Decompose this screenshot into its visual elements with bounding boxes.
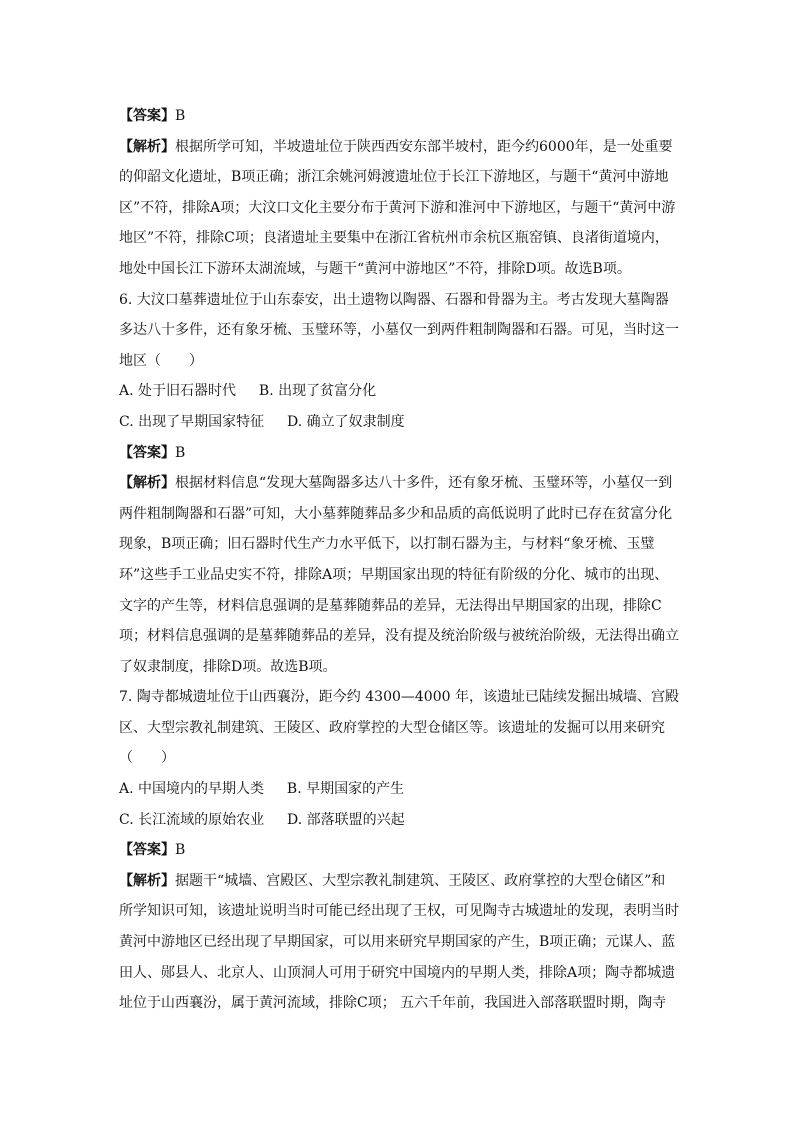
analysis-text: 据题干“城墙、宫殿区、大型宗教礼制建筑、王陵区、政府掌控的大型仓储区”和所学知识可知，该遗址说明当时可能已经出现了王权，可见陶寺古城遗址的发现，表明当时黄河中游地区已经出现了早期国家，可以用来研究早期国家的产生，B项正确；元谋人、蓝田人、郧县人、北京人、山顶洞人可用于研究中国境内的早期人类，排除A项；陶寺都城遗址位于山西襄汾，属于黄河流域，排除C项； 五六千年前，我国进入部落联盟时期，陶寺 (119, 872, 679, 1012)
q7-stem: 7. 陶寺都城遗址位于山西襄汾，距今约 4300—4000 年，该遗址已陆续发掘出城墙、宫殿区、大型宗教礼制建筑、王陵区、政府掌控的大型仓储区等。该遗址的发掘可以用来研究（ ） (119, 689, 679, 767)
answer-value: B (175, 842, 186, 859)
q6-analysis (119, 468, 679, 682)
analysis-text: 根据材料信息“发现大墓陶器多达八十多件，还有象牙梳、玉璧环等，小墓仅一到两件粗制陶器和石器”可知，大小墓葬随葬品多少和品质的高低说明了此时已存在贫富分化现象，B项正确；旧石器时代生产力水平低下，以打制石器为主，与材料“象牙梳、玉璧环”这些手工业品史实不符，排除A项；早期国家出现的特征有阶级的分化、城市的出现、文字的产生等，材料信息强调的是墓葬随葬品的差异，无法得出早期国家的出现，排除C项；材料信息强调的是墓葬随葬品的差异，没有提及统治阶级与被统治阶级，无法得出确立了奴隶制度，排除D项。故选B项。 (119, 475, 679, 675)
answer-tag: 【答案】 (119, 108, 175, 124)
q6-options-row-1: A. 处于旧石器时代 B. 出现了贫富分化 (119, 383, 377, 400)
q7-analysis (119, 866, 679, 1019)
answer-tag: 【答案】 (119, 444, 175, 461)
analysis-tag: 【解析】 (119, 138, 175, 155)
answer-value: B (175, 108, 186, 124)
answer-tag: 【答案】 (119, 842, 175, 859)
answer-value: B (175, 444, 186, 461)
q7-options-row-2: C. 长江流域的原始农业 D. 部落联盟的兴起 (119, 811, 405, 828)
document-body (119, 101, 679, 1019)
analysis-tag: 【解析】 (119, 872, 175, 889)
q5-analysis (119, 132, 679, 285)
analysis-tag: 【解析】 (119, 475, 175, 492)
q7-answer (119, 835, 679, 866)
q6-stem: 6. 大汶口墓葬遗址位于山东泰安，出土遗物以陶器、石器和骨器为主。考古发现大墓陶器多达八十多件，还有象牙梳、玉璧环等，小墓仅一到两件粗制陶器和石器。可见，当时这一地区（ ） (119, 291, 679, 369)
q6-options-row-2: C. 出现了早期国家特征 D. 确立了奴隶制度 (119, 413, 405, 430)
q6-answer (119, 438, 679, 469)
analysis-text: 根据所学可知，半坡遗址位于陕西西安东部半坡村，距今约6000年，是一处重要的仰韶文化遗址，B项正确；浙江余姚河姆渡遗址位于长江下游地区，与题干“黄河中游地区”不符，排除A项；大汶口文化主要分布于黄河下游和淮河中下游地区，与题干“黄河中游地区”不符，排除C项；良渚遗址主要集中在浙江省杭州市余杭区瓶窑镇、良渚街道境内，地处中国长江下游环太湖流域，与题干“黄河中游地区”不符，排除D项。故选B项。 (119, 138, 676, 277)
q5-answer (119, 101, 679, 132)
q7-options-row-1: A. 中国境内的早期人类 B. 早期国家的产生 (119, 781, 405, 798)
